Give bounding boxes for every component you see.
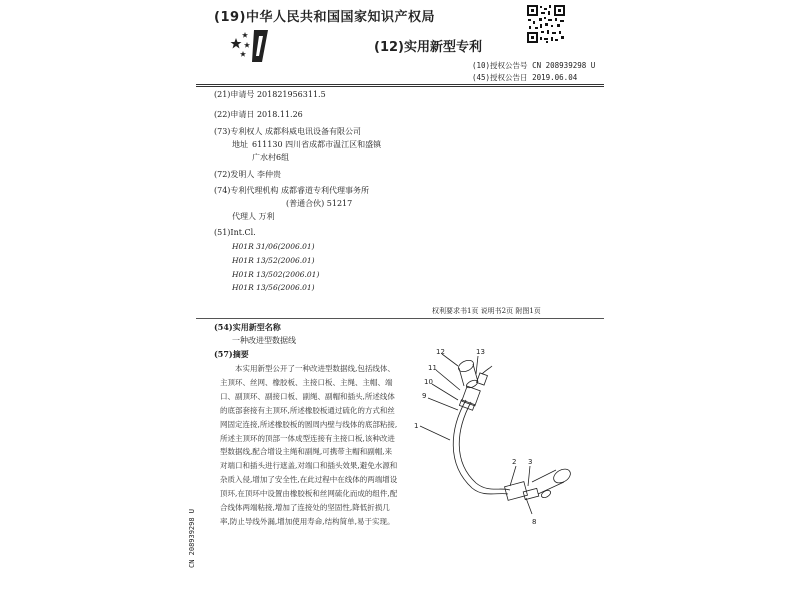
inventor: (72)发明人 李仲贵 <box>214 170 281 179</box>
side-publication-code: CN 208939298 U <box>188 508 196 568</box>
agency-line-1: (74)专利代理机构 成都睿道专利代理事务所 <box>214 186 369 195</box>
office-header: (19)中华人民共和国国家知识产权局 <box>214 10 435 25</box>
utility-model-title: 一种改进型数据线 <box>232 336 296 345</box>
address-line-1: 611130 四川省成都市温江区和盛镇 <box>252 140 382 149</box>
application-number: (21)申请号 201821956311.5 <box>214 90 326 99</box>
figure-label: 2 <box>512 458 517 466</box>
patent-owner: (73)专利权人 成都科威电讯设备有限公司 <box>214 127 361 136</box>
int-cl-label: (51)Int.Cl. <box>214 228 256 237</box>
filing-date: (22)申请日 2018.11.26 <box>214 110 303 119</box>
figure-label: 3 <box>528 458 533 466</box>
grant-date: (45)授权公告日 2019.06.04 <box>472 73 578 82</box>
grant-number: (10)授权公告号 CN 208939298 U <box>472 61 596 70</box>
agency-line-2: (普通合伙) 51217 <box>286 199 353 208</box>
figure-label: 12 <box>436 348 445 356</box>
ipc-class: H01R 13/52(2006.01) <box>232 256 315 265</box>
title-label: (54)实用新型名称 <box>214 322 281 332</box>
figure-label: 13 <box>476 348 485 356</box>
header-rule-thin <box>196 86 604 87</box>
header-rule <box>196 84 604 85</box>
address-line-2: 广水村6组 <box>252 153 290 162</box>
abstract-label: (57)摘要 <box>214 349 249 359</box>
figure-label: 8 <box>532 518 537 526</box>
section-rule <box>196 318 604 319</box>
address-label: 地址 <box>232 140 248 149</box>
patent-type: (12)实用新型专利 <box>374 40 482 55</box>
pages-info: 权利要求书1页 说明书2页 附图1页 <box>432 307 541 315</box>
figure-label: 9 <box>422 392 427 400</box>
ipc-class: H01R 13/502(2006.01) <box>232 270 320 279</box>
data-cable-drawing <box>406 344 596 544</box>
figure-label: 10 <box>424 378 433 386</box>
ipc-class: H01R 31/06(2006.01) <box>232 242 315 251</box>
agent: 代理人 万利 <box>232 212 275 221</box>
cnipa-logo-icon <box>226 26 280 66</box>
figure-label: 1 <box>414 422 419 430</box>
ipc-class: H01R 13/56(2006.01) <box>232 283 315 292</box>
abstract-text: 本实用新型公开了一种改进型数据线,包括线体、主顶环、丝网、橡胶板、主接口板、主绳、主帽、端口、副顶环、副接口板、副绳、副帽和插头,所述线体的底部套接有主顶环,所述橡胶板通过硫化的方式和丝网固定连接,所述橡胶板的圆周内壁与线体的底部粘接,所述主顶环的顶部一体成型连接有主接口板,该种改进型数据线,配合增设主绳和副绳,可携带主帽和副帽,来对端口和插头进行遮盖,对端口和插头效果,避免水源和杂质入侵,增加了安全性,在此过程中在线体的两端增设顶环,在顶环中设置由橡胶板和丝网硫化而成的组件,配合线体两端粘接,增加了连接处的坚固性,降低折损几率,防止导线外漏,增加使用寿命,结构简单,易于实现。 <box>220 364 398 526</box>
figure-label: 11 <box>428 364 437 372</box>
qr-code-icon <box>526 4 566 44</box>
patent-page <box>188 0 604 600</box>
